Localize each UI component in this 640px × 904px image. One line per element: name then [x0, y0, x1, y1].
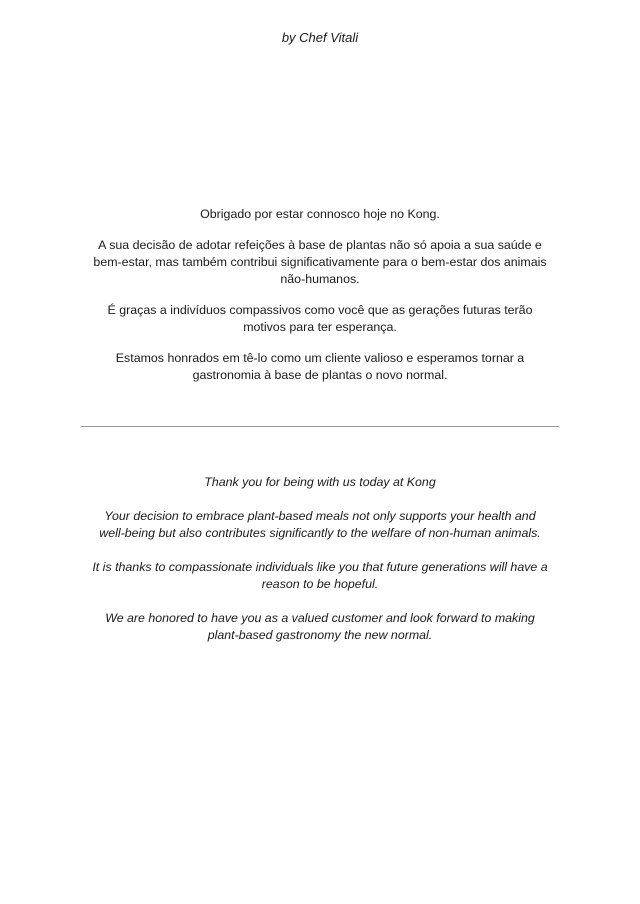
pt-honored-line-2: gastronomia à base de plantas o novo normal.: [192, 368, 448, 382]
pt-decision-line-2: bem-estar, mas também contribui significativamente para o bem-estar dos animais: [93, 255, 547, 269]
en-paragraph-honored: [74, 610, 566, 644]
pt-paragraph-honored: [78, 350, 562, 384]
pt-paragraph-thanks: [78, 206, 562, 223]
en-compassion-line-2: reason to be hopeful.: [261, 577, 379, 591]
pt-compassion-line-1: É graças a indivíduos compassivos como você que as gerações futuras terão: [107, 303, 533, 317]
en-paragraph-decision: [74, 508, 566, 542]
pt-honored-line-1: Estamos honrados em tê-lo como um cliente valioso e esperamos tornar a: [115, 351, 525, 365]
chef-byline: by Chef Vitali: [281, 30, 359, 45]
en-thanks-line: Thank you for being with us today at Kong: [204, 475, 436, 489]
english-message: [74, 474, 566, 661]
pt-compassion-line-2: motivos para ter esperança.: [243, 320, 397, 334]
section-divider: [81, 426, 559, 427]
pt-decision-line-1: A sua decisão de adotar refeições à base de plantas não só apoia a sua saúde e: [98, 238, 542, 252]
en-paragraph-compassion: [74, 559, 566, 593]
pt-paragraph-decision: [78, 237, 562, 288]
en-decision-line-2: well-being but also contributes significantly to the welfare of non-human animals.: [99, 526, 541, 540]
en-honored-line-1: We are honored to have you as a valued customer and look forward to making: [105, 611, 535, 625]
en-compassion-line-1: It is thanks to compassionate individuals like you that future generations will have a: [92, 560, 548, 574]
pt-thanks-line: Obrigado por estar connosco hoje no Kong.: [200, 207, 440, 221]
en-decision-line-1: Your decision to embrace plant-based meals not only supports your health and: [104, 509, 536, 523]
pt-decision-line-3: não-humanos.: [280, 272, 360, 286]
en-paragraph-thanks: [74, 474, 566, 491]
portuguese-message: [78, 206, 562, 398]
en-honored-line-2: plant-based gastronomy the new normal.: [207, 628, 433, 642]
pt-paragraph-compassion: [78, 302, 562, 336]
